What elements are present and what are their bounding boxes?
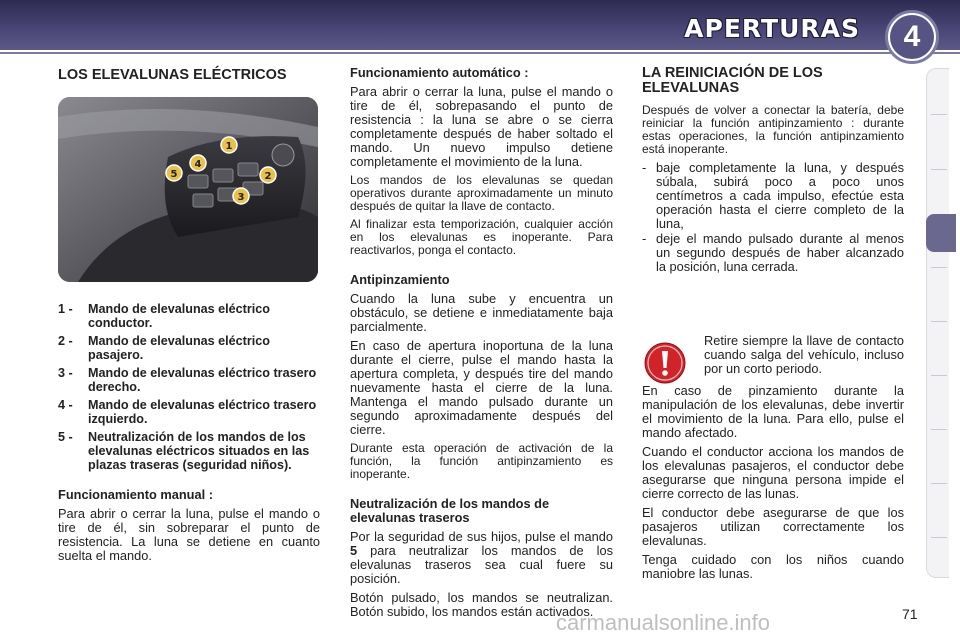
legend-number: 1 - [58, 302, 73, 316]
legend-number: 4 - [58, 398, 73, 412]
text-run-bold: 5 [350, 543, 358, 558]
column-right [642, 66, 904, 586]
callout-2 [260, 167, 276, 183]
legend-text: Mando de elevalunas eléctrico trasero izquierdo. [88, 398, 317, 426]
text-run: Por la seguridad de sus hijos, pulse el mando [350, 529, 613, 544]
column-left [58, 68, 320, 568]
callout-1 [221, 137, 237, 153]
callout-4 [190, 155, 206, 171]
side-tab-active-chapter[interactable] [926, 214, 956, 252]
chapter-side-tabs [926, 68, 949, 578]
note-timeout: Los mandos de los elevalunas se quedan operativos durante aproximadamente un minuto después de quitar la llave de contacto. [350, 173, 613, 213]
window-switch-photo [58, 97, 318, 282]
list-dash: - [642, 160, 647, 175]
paragraph-reset-intro: Después de volver a conectar la batería, debe reiniciar la función antipinzamiento : durante estas operaciones, la función antipinzamiento está inoperante. [642, 103, 904, 156]
list-item-text: baje completamente la luna, y después súbala, subirá poco a poco unos centímetros a cada impulso, efectúe esta operación hasta el cierre completo de la luna, [656, 160, 904, 231]
text-run: para neutralizar los mandos de los elevalunas traseros sea cual fuere su posición. [350, 543, 613, 586]
switch-legend [58, 302, 320, 472]
chapter-title: APERTURAS [684, 14, 860, 43]
legend-number: 5 - [58, 430, 73, 444]
legend-item [58, 366, 320, 394]
paragraph-antipinch-2: En caso de apertura inoportuna de la luna durante el cierre, pulse el mando hasta la apertura completa, y después tire del mando nuevamente hasta el cierre de la luna. Mantenga el mando pulsado durante un segundo aproximadamente después del cierre. [350, 338, 613, 437]
paragraph-automatic: Para abrir o cerrar la luna, pulse el mando o tire de él, sobrepasando el punto de resistencia : la luna se abre o se cierra completamente después de haber soltado el mando. Un nuevo impulso detiene completamente el movimiento de la luna. [350, 84, 613, 169]
exclamation-icon [644, 342, 686, 384]
subheading-automatic: Funcionamiento automático : [350, 65, 529, 80]
side-tab-divider [931, 537, 947, 538]
subheading-rear-neutralization: Neutralización de los mandos de elevalunas traseros [350, 496, 550, 525]
legend-text: Mando de elevalunas eléctrico conductor. [88, 302, 270, 330]
warning-text: Retire siempre la llave de contacto cuando salga del vehículo, incluso por un corto periodo. [704, 333, 904, 376]
warning-box [642, 334, 904, 384]
side-tab-divider [931, 429, 947, 430]
chapter-number: 4 [890, 15, 934, 59]
subheading-antipinch: Antipinzamiento [350, 272, 450, 287]
legend-number: 3 - [58, 366, 73, 380]
legend-number: 2 - [58, 334, 73, 348]
legend-text: Mando de elevalunas eléctrico trasero derecho. [88, 366, 317, 394]
side-tab-divider [931, 169, 947, 170]
legend-item [58, 398, 320, 426]
side-tab-divider [931, 483, 947, 484]
door-panel-illustration [58, 97, 318, 282]
legend-item [58, 334, 320, 362]
column-middle [350, 66, 613, 624]
legend-text: Mando de elevalunas eléctrico pasajero. [88, 334, 270, 362]
note-reactivate: Al finalizar esta temporización, cualquier acción en los elevalunas es inoperante. Para reactivarlos, ponga el contacto. [350, 217, 613, 257]
page-number: 71 [902, 606, 918, 622]
header-divider [0, 52, 960, 54]
paragraph-driver-check: Cuando el conductor acciona los mandos de los elevalunas pasajeros, el conductor debe asegurarse que ninguna persona impide el cierre correcto de las lunas. [642, 444, 904, 501]
chapter-badge [885, 10, 939, 64]
paragraph-manual: Para abrir o cerrar la luna, pulse el mando o tire de él, sin sobreparar el punto de resistencia. La luna se detiene en cuanto suelta el mando. [58, 506, 320, 563]
side-tab-divider [931, 114, 947, 115]
legend-item [58, 302, 320, 330]
legend-text: Neutralización de los mandos de los elevalunas eléctricos situados en las plazas traseras (seguridad niños). [88, 430, 310, 472]
callout-label: 1 [225, 141, 233, 152]
section-heading-elevalunas: LOS ELEVALUNAS ELÉCTRICOS [58, 67, 287, 83]
reset-steps-list [642, 161, 904, 274]
paragraph-rear-2: Botón pulsado, los mandos se neutralizan. Botón subido, los mandos están activados. [350, 590, 613, 619]
paragraph-rear-1 [350, 530, 613, 586]
list-item-text: deje el mando pulsado durante al menos un segundo después de haber alcanzado la posición, luna cerrada. [656, 231, 904, 274]
list-dash: - [642, 231, 647, 246]
subheading-manual: Funcionamiento manual : [58, 487, 213, 502]
callout-label: 3 [237, 192, 245, 203]
callout-5 [166, 165, 182, 181]
side-tab-divider [931, 321, 947, 322]
side-tab-divider [931, 267, 947, 268]
legend-item [58, 430, 320, 472]
side-tab-divider [931, 375, 947, 376]
callout-3 [233, 188, 249, 204]
paragraph-pinch-reverse: En caso de pinzamiento durante la manipulación de los elevalunas, debe invertir el movimiento de la luna. Para ello, pulse el mando afectado. [642, 383, 904, 440]
callout-label: 2 [264, 171, 272, 182]
callout-label: 5 [170, 169, 178, 180]
list-item [642, 232, 904, 274]
paragraph-passenger-use: El conductor debe asegurarse de que los pasajeros utilizan correctamente los elevalunas. [642, 505, 904, 548]
callout-label: 4 [194, 159, 202, 170]
section-heading-reset: LA REINICIACIÓN DE LOS ELEVALUNAS [642, 65, 823, 96]
paragraph-children-caution: Tenga cuidado con los niños cuando maniobre las lunas. [642, 552, 904, 581]
watermark: carmanualsonline.info [556, 610, 771, 635]
list-item [642, 161, 904, 231]
note-antipinch: Durante esta operación de activación de la función, la función antipinzamiento es inoperante. [350, 441, 613, 481]
paragraph-antipinch-1: Cuando la luna sube y encuentra un obstáculo, se detiene e inmediatamente baja parcialmente. [350, 291, 613, 334]
